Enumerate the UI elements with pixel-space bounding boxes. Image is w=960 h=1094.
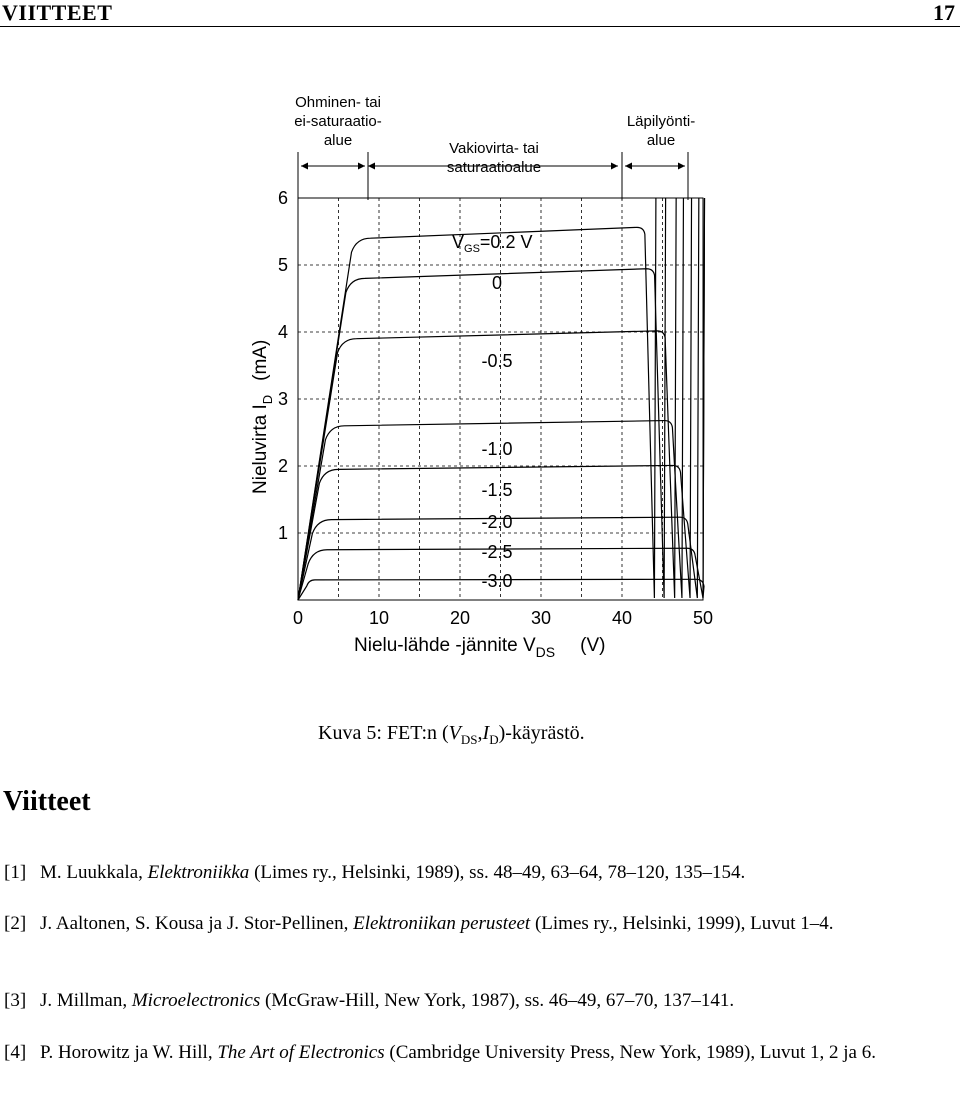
reference-title: Microelectronics — [131, 990, 261, 1011]
reference-number: [4] — [4, 1042, 27, 1063]
curve-label: -3.0 — [481, 571, 513, 591]
curve-label: -1.0 — [481, 439, 513, 459]
x-tick-label: 20 — [449, 608, 471, 628]
region-ohmic-line-2: ei-saturaatio- — [294, 113, 382, 130]
reference-item: [2] J. Aaltonen, S. Kousa ja J. Stor-Pellinen, Elektroniikan perusteet (Limes ry., Helsinki, 1999), Luvut 1–4. — [4, 911, 956, 937]
section-title: VIITTEET — [2, 0, 113, 25]
x-tick-label: 10 — [368, 608, 390, 628]
x-tick-label: 50 — [692, 608, 714, 628]
y-tick-label: 3 — [277, 389, 288, 409]
reference-title: Elektroniikka — [147, 862, 250, 883]
reference-number: [1] — [4, 862, 27, 883]
x-tick-label: 30 — [530, 608, 552, 628]
curve-label: -2.0 — [481, 512, 513, 532]
reference-item: [1] M. Luukkala, Elektroniikka (Limes ry., Helsinki, 1989), ss. 48–49, 63–64, 78–120, 135–154. — [4, 860, 956, 886]
reference-item: [3] J. Millman, Microelectronics (McGraw-Hill, New York, 1987), ss. 46–49, 67–70, 137–141. — [4, 988, 956, 1014]
curve-line — [298, 198, 656, 600]
chart-grid — [298, 198, 703, 600]
curve-label: 0 — [491, 273, 503, 293]
figure-caption: Kuva 5: FET:n $(V_{DS},I_D)$-käyrästö. — [318, 722, 585, 747]
curve-line — [298, 198, 692, 600]
y-tick-label: 4 — [277, 322, 288, 342]
vgs-label: $V_{GS}=0.2$ V — [452, 232, 533, 255]
y-tick-label: 1 — [277, 523, 288, 543]
region-saturation-line-1: Vakiovirta- tai — [449, 140, 539, 157]
reference-number: [2] — [4, 913, 27, 934]
page-number: 17 — [933, 0, 955, 25]
y-tick-label: 6 — [277, 188, 288, 208]
references-heading: Viitteet — [3, 786, 91, 817]
x-axis-title: Nielu-lähde -jännite $V_{DS}$ (V) — [354, 635, 606, 660]
y-axis-title: Nieluvirta $I_D(mA)$ — [250, 339, 275, 494]
reference-title: Elektroniikan perusteet — [353, 913, 531, 934]
curve-label: -0.5 — [481, 351, 513, 371]
reference-title: The Art of Electronics — [217, 1042, 385, 1063]
x-tick-label: 40 — [611, 608, 633, 628]
tick-labels — [278, 188, 713, 628]
reference-item: [4] P. Horowitz ja W. Hill, The Art of Electronics (Cambridge University Press, New York, 1989), Luvut 1, 2 ja 6. — [4, 1040, 956, 1066]
curve-label: -2.5 — [481, 542, 513, 562]
region-breakdown-line-2: alue — [646, 132, 676, 149]
reference-number: [3] — [4, 990, 27, 1011]
region-saturation-line-2: saturaatioalue — [446, 159, 542, 176]
region-breakdown-line-1: Läpilyönti- — [626, 113, 696, 130]
region-ohmic-line-1: Ohminen- tai — [295, 94, 381, 111]
curve-label: -1.5 — [481, 480, 513, 500]
x-tick-label: 0 — [292, 608, 304, 628]
curve-labels — [481, 273, 512, 591]
y-tick-label: 5 — [277, 255, 288, 275]
y-tick-label: 2 — [277, 456, 288, 476]
region-ohmic-line-3: alue — [323, 132, 353, 149]
